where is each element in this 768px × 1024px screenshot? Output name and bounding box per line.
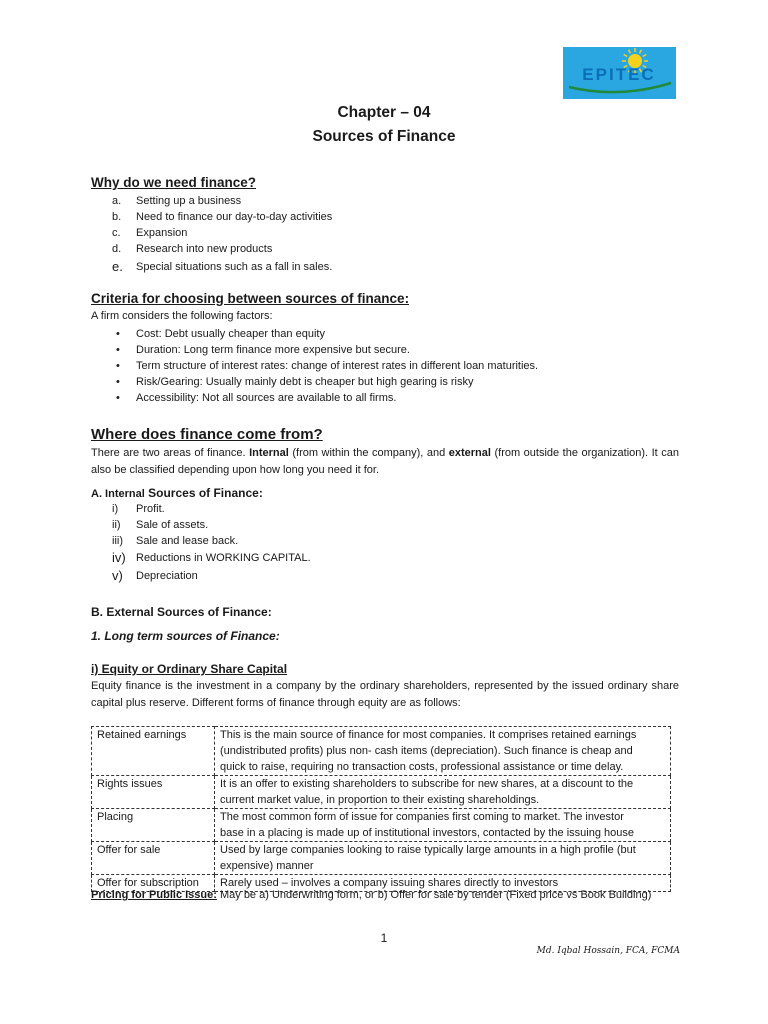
list-marker: d.: [112, 243, 122, 255]
bullet-text: Risk/Gearing: Usually mainly debt is cheaper but high gearing is risky: [136, 376, 474, 388]
list-text: Special situations such as a fall in sales.: [136, 261, 333, 273]
where-internal: Internal: [249, 447, 289, 459]
where-text-3: (from outside the organization). It can also be classified depending upon how long you need it for.: [91, 447, 679, 476]
equity-heading: i) Equity or Ordinary Share Capital: [91, 662, 288, 676]
list-marker: a.: [112, 195, 122, 207]
table-row: [92, 842, 671, 875]
table-key-cell: Offer for sale: [92, 842, 215, 875]
bullet-marker: •: [116, 344, 120, 356]
list-text: Setting up a business: [136, 195, 242, 207]
bullet-text: Term structure of interest rates: change of interest rates in different loan maturities.: [136, 360, 539, 372]
where-text-2: (from within the company), and: [288, 447, 449, 459]
why-heading: Why do we need finance?: [91, 175, 257, 190]
pricing-line: [91, 887, 651, 904]
external-heading: B. External Sources of Finance:: [91, 605, 272, 619]
table-value-cell: [215, 842, 671, 875]
equity-forms-table: [91, 726, 671, 892]
bullet-text: Duration: Long term finance more expensive but secure.: [136, 344, 410, 356]
list-marker: iii): [112, 535, 123, 547]
table-line: The most common form of issue for companies first coming to market. The investor: [220, 811, 624, 823]
bullet-marker: •: [116, 392, 120, 404]
where-external: external: [448, 447, 491, 459]
list-text: Research into new products: [136, 243, 273, 255]
author-signature: Md. Iqbal Hossain, FCA, FCMA: [536, 946, 680, 956]
logo-wordmark: EPITEC: [582, 65, 656, 84]
internal-heading-prefix: A. Internal: [91, 488, 145, 500]
where-heading: Where does finance come from?: [91, 426, 323, 443]
chapter-number: Chapter – 04: [337, 104, 431, 121]
table-line: It is an offer to existing shareholders to subscribe for new shares, at a discount to the: [220, 778, 634, 790]
where-paragraph: [91, 445, 679, 479]
list-marker: b.: [112, 211, 122, 223]
long-term-heading: 1. Long term sources of Finance:: [91, 629, 280, 643]
table-line: base in a placing is made up of institutional investors, contacted by the issuing house: [220, 827, 634, 839]
table-key-cell: Rights issues: [92, 776, 215, 809]
bullet-marker: •: [116, 376, 120, 388]
table-value-cell: [215, 809, 671, 842]
table-value-cell: [215, 776, 671, 809]
list-text: Depreciation: [136, 570, 198, 582]
list-marker: ii): [112, 519, 121, 531]
list-marker: i): [112, 503, 119, 515]
internal-heading: [91, 486, 263, 500]
bullet-marker: •: [116, 328, 120, 340]
bullet-marker: •: [116, 360, 120, 372]
table-line: This is the main source of finance for most companies. It comprises retained earnings: [220, 729, 637, 741]
bullet-text: Accessibility: Not all sources are available to all firms.: [136, 392, 397, 404]
table-line: (undistributed profits) plus non- cash items (depreciation). Such finance is cheap and: [220, 745, 633, 757]
table-line: quick to raise, requiring no transaction costs, professional assistance or time delay.: [220, 761, 624, 773]
table-key-cell: Offer for subscription: [92, 875, 215, 892]
bullet-text: Cost: Debt usually cheaper than equity: [136, 328, 325, 340]
list-marker: c.: [112, 227, 121, 239]
criteria-intro: A firm considers the following factors:: [91, 310, 273, 322]
table-key-cell: Retained earnings: [92, 727, 215, 776]
list-marker: iv): [112, 550, 126, 565]
list-text: Sale and lease back.: [136, 535, 239, 547]
epitec-logo: [563, 47, 676, 99]
page-number: 1: [380, 931, 388, 945]
list-text: Need to finance our day-to-day activities: [136, 211, 333, 223]
equity-paragraph: Equity finance is the investment in a company by the ordinary shareholders, represented by the issued ordinary share capital plus reserve. Different forms of finance through equity are as follows:: [91, 680, 679, 709]
table-row: [92, 776, 671, 809]
chapter-title: Sources of Finance: [312, 128, 456, 145]
table-line: Used by large companies looking to raise typically large amounts in a high profile (but: [220, 844, 636, 856]
list-marker: v): [112, 568, 123, 583]
table-value-cell: [215, 727, 671, 776]
list-text: Profit.: [136, 503, 165, 515]
table-row: [92, 809, 671, 842]
where-text-1: There are two areas of finance.: [91, 447, 250, 459]
table-line: Rarely used – involves a company issuing shares directly to investors: [220, 877, 559, 889]
pricing-label: Pricing for Public Issue:: [91, 889, 217, 901]
table-key-cell: Placing: [92, 809, 215, 842]
list-text: Sale of assets.: [136, 519, 209, 531]
criteria-heading: Criteria for choosing between sources of finance:: [91, 291, 410, 306]
list-marker: e.: [112, 259, 123, 274]
table-line: current market value, in proportion to their existing shareholdings.: [220, 794, 540, 806]
internal-heading-rest: Sources of Finance:: [144, 486, 263, 500]
list-text: Expansion: [136, 227, 188, 239]
table-row: [92, 727, 671, 776]
table-line: expensive) manner: [220, 860, 314, 872]
list-text: Reductions in WORKING CAPITAL.: [136, 552, 311, 564]
pricing-text: May be a) Underwriting form, or b) Offer for sale by tender (Fixed price vs Book Building): [216, 889, 652, 901]
